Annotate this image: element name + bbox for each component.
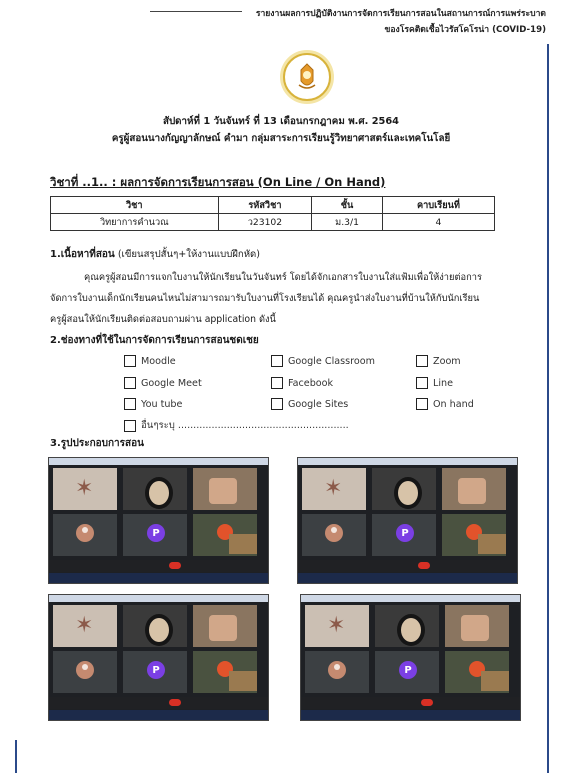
option-google-meet[interactable] (124, 377, 202, 389)
browser-tabbar (49, 595, 268, 602)
option-label: อื่นๆระบุ ........................................................ (141, 420, 349, 431)
option-zoom[interactable] (416, 355, 461, 367)
star-decoration-icon: ✶ (75, 613, 94, 638)
option-label: Google Sites (288, 398, 349, 410)
page-border-right (547, 44, 549, 773)
table-cell-code: ว23102 (218, 214, 312, 231)
checkbox-icon[interactable] (124, 398, 136, 410)
option-google-classroom[interactable] (271, 355, 375, 367)
self-view-video (478, 534, 506, 554)
section-1-heading (50, 247, 260, 262)
table-cell-class: ม.3/1 (312, 214, 383, 231)
option-other[interactable] (124, 418, 349, 433)
school-emblem-icon (283, 53, 331, 101)
participant-video (397, 614, 425, 646)
meeting-controls (49, 560, 268, 572)
header-line-1: รายงานผลการปฏิบัติงานการจัดการเรียนการสอนในสถานการณ์การแพร่ระบาด (255, 9, 546, 19)
participant-video (209, 615, 237, 641)
participant-avatar: P (147, 661, 165, 679)
header-rule (150, 11, 242, 12)
star-decoration-icon: ✶ (324, 476, 343, 501)
option-label: Facebook (288, 377, 334, 389)
user-avatar-icon (76, 661, 94, 679)
checkbox-icon[interactable] (416, 355, 428, 367)
browser-tabbar (298, 458, 517, 465)
windows-taskbar (49, 573, 268, 583)
checkbox-icon[interactable] (271, 355, 283, 367)
table-header-code: รหัสวิชา (218, 197, 312, 214)
meeting-controls (301, 697, 520, 709)
table-header-row (51, 197, 495, 214)
report-teacher: ครูผู้สอนนางกัญญาลักษณ์ คำมา กลุ่มสาระการเรียนรู้วิทยาศาสตร์และเทคโนโลยี (111, 133, 451, 144)
participant-video (461, 615, 489, 641)
section-1-note: (เขียนสรุปสั้นๆ+ให้งานแบบฝึกหัด) (114, 249, 261, 260)
participant-video (209, 478, 237, 504)
end-call-icon (169, 562, 181, 569)
checkbox-icon[interactable] (416, 398, 428, 410)
windows-taskbar (301, 710, 520, 720)
user-avatar-icon (328, 661, 346, 679)
option-label: Google Classroom (288, 355, 375, 367)
option-moodle[interactable] (124, 355, 176, 367)
option-on-hand[interactable] (416, 398, 474, 410)
header-line-2: ของโรคติดเชื้อไวรัสโคโรน่า (COVID-19) (384, 25, 546, 35)
end-call-icon (169, 699, 181, 706)
teaching-screenshot-4 (300, 594, 521, 721)
meeting-controls (298, 560, 517, 572)
star-decoration-icon: ✶ (75, 476, 94, 501)
browser-tabbar (49, 458, 268, 465)
end-call-icon (421, 699, 433, 706)
teaching-screenshot-1 (48, 457, 269, 584)
self-view-video (229, 534, 257, 554)
participant-video (145, 614, 173, 646)
option-google-sites[interactable] (271, 398, 348, 410)
teaching-screenshot-2 (297, 457, 518, 584)
option-label: You tube (141, 398, 183, 410)
report-week-date: สัปดาห์ที่ 1 วันจันทร์ ที่ 13 เดือนกรกฎาคม พ.ศ. 2564 (162, 116, 399, 127)
browser-tabbar (301, 595, 520, 602)
subject-info-table (50, 196, 495, 231)
checkbox-icon[interactable] (124, 377, 136, 389)
teaching-screenshot-3 (48, 594, 269, 721)
content-line-2: จัดการใบงานเด็กนักเรียนคนไหนไม่สามารถมารับใบงานที่โรงเรียนได้ คุณครูนำส่งใบงานที่บ้านให้กับนักเรียน (50, 293, 480, 304)
checkbox-icon[interactable] (271, 377, 283, 389)
table-cell-subject: วิทยาการคำนวณ (51, 214, 219, 231)
participant-avatar: P (147, 524, 165, 542)
participant-video (145, 477, 173, 509)
checkbox-icon[interactable] (124, 355, 136, 367)
table-header-subject: วิชา (51, 197, 219, 214)
page-border-left (15, 740, 17, 773)
user-avatar-icon (325, 524, 343, 542)
end-call-icon (418, 562, 430, 569)
option-youtube[interactable] (124, 398, 182, 410)
table-header-period: คาบเรียนที่ (382, 197, 494, 214)
section-2-heading: 2.ช่องทางที่ใช้ในการจัดการเรียนการสอนชดเชย (50, 335, 259, 346)
checkbox-icon[interactable] (416, 377, 428, 389)
windows-taskbar (49, 710, 268, 720)
star-decoration-icon: ✶ (327, 613, 346, 638)
meeting-controls (49, 697, 268, 709)
participant-video (394, 477, 422, 509)
subject-heading: วิชาที่ ..1.. : ผลการจัดการเรียนการสอน (On Line / On Hand) (50, 175, 386, 189)
section-3-heading: 3.รูปประกอบการสอน (50, 438, 144, 449)
table-row (51, 214, 495, 231)
participant-avatar: P (396, 524, 414, 542)
participant-avatar: P (399, 661, 417, 679)
option-facebook[interactable] (271, 377, 333, 389)
section-1-title: 1.เนื้อหาที่สอน (50, 249, 115, 260)
windows-taskbar (298, 573, 517, 583)
checkbox-icon[interactable] (271, 398, 283, 410)
content-line-1: คุณครูผู้สอนมีการแจกใบงานให้นักเรียนในวันจันทร์ โดยได้จักเอกสารใบงานใส่แฟ้มเพื่อให้ง่ายต่อการ (84, 272, 482, 283)
content-line-3: ครูผู้สอนให้นักเรียนติดต่อสอบถามผ่าน application ดังนี้ (50, 314, 276, 325)
self-view-video (481, 671, 509, 691)
table-header-class: ชั้น (312, 197, 383, 214)
table-cell-period: 4 (382, 214, 494, 231)
option-line[interactable] (416, 377, 453, 389)
self-view-video (229, 671, 257, 691)
user-avatar-icon (76, 524, 94, 542)
checkbox-icon[interactable] (124, 420, 136, 432)
participant-video (458, 478, 486, 504)
option-label: Zoom (433, 355, 461, 367)
option-label: Google Meet (141, 377, 202, 389)
option-label: On hand (433, 398, 474, 410)
option-label: Line (433, 377, 453, 389)
option-label: Moodle (141, 355, 176, 367)
